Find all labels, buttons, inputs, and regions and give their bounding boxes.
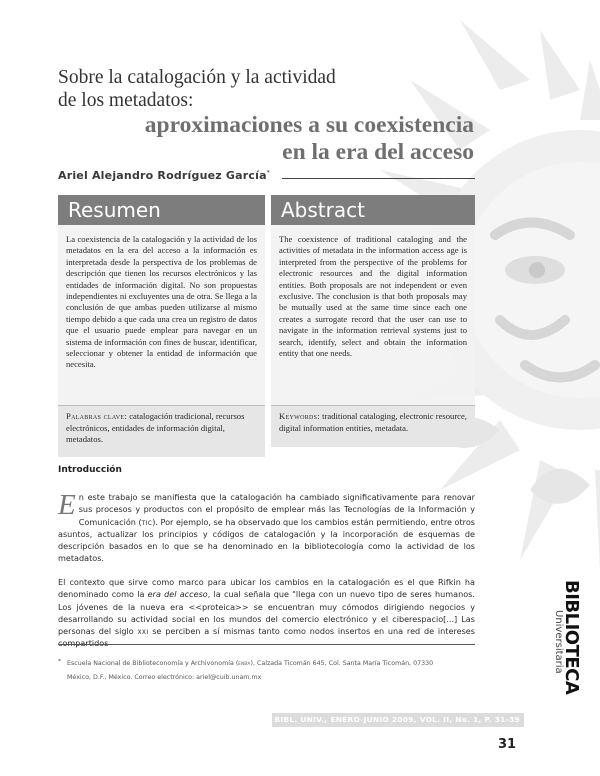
abbr-enba: enba [238, 660, 251, 667]
article-title [58, 66, 398, 112]
footnote-line-1 [58, 657, 475, 671]
abstract-keywords-label: Keywords: [279, 411, 320, 421]
subtitle-line-1: aproximaciones a su coexistencia [144, 112, 474, 138]
abstract-heading: Abstract [271, 195, 475, 225]
paragraph-2-text-b: , la cual señala que "llega con un nuevo tipo de seres humanos. Los jóvenes de la nueva era <<proteica>> se encuentran muy cómodos dirigiendo negocios y desarrollando su actividad social en los mundos del comercio electrónico y el ciberespacio[...] Las personas del siglo [58, 589, 475, 637]
footnote-line-1-b: ), Calzada Ticomán 645, Col. Santa María Ticomán, 07330 [250, 660, 434, 667]
subtitle-line-2: en la era del acceso [282, 139, 474, 165]
title-line-2: de los metadatos: [58, 90, 194, 111]
page-number: 31 [498, 737, 517, 752]
journal-logo [550, 580, 590, 770]
paragraph-2-emphasis: era del acceso [147, 589, 208, 600]
resumen-keywords-label: Palabras clave: [66, 411, 128, 421]
resumen-heading: Resumen [58, 195, 265, 225]
abstract-keywords-list: traditional cataloging, electronic resource, digital information entities, metadata. [279, 411, 467, 433]
drop-cap: E [58, 489, 76, 521]
footnote [58, 657, 475, 685]
abbr-tic: tic [141, 516, 153, 527]
paragraph-1-text-a: n este trabajo se manifiesta que la catalogación ha cambiado significativamente para renovar sus procesos y productos con el propósito de emplear más las Tecnologías de la Información y Comunicación ( [78, 492, 475, 527]
footnote-line-2: México, D.F., México. Correo electrónico: ariel@cuib.unam.mx [67, 674, 262, 681]
author-name [58, 169, 270, 182]
citation-bar: BIBL. UNIV., ENERO-JUNIO 2009, VOL. II, No. 1, P. 31-39 [272, 713, 524, 727]
author-rule [282, 178, 475, 179]
paragraph-2-text-a: El contexto que sirve como marco para ubicar los cambios en la catalogación es el que Rifkin ha denominado como la [58, 577, 475, 600]
resumen-keywords [58, 405, 265, 457]
title-line-1: Sobre la catalogación y la actividad [58, 67, 336, 88]
abstract-text: The coexistence of traditional cataloging and the activities of metadata in the information access age is interpreted from the perspective of the problems for electronic resources and the digital information entities. Both proposals are not independent or even exclusive. The conclusion is that both proposals may be mutually used at the same time since each one creates a surrogate record that the user can use to navigate in the information retrieval systems just to search, identify, select and obtain the information entity that one needs. [271, 225, 475, 409]
body-paragraph [58, 576, 475, 650]
paragraph-2-text-c: se perciben a sí mismas tanto como nodos insertos en una red de intereses [152, 626, 475, 637]
footnote-line-1-a: Escuela Nacional de Biblioteconomía y Archivonomía ( [67, 660, 239, 667]
journal-logo-main: BIBLIOTECA [561, 580, 582, 695]
section-heading-introduccion: Introducción [58, 465, 122, 475]
footnote-rule [58, 644, 475, 645]
footnote-mark: * [58, 658, 61, 665]
paragraph-1-text-b: ). Por ejemplo, se ha observado que los cambios están permitiendo, entre otros asuntos, actualizar los principios y códigos de catalogación y la incorporación de esquemas de descripción basados en lo que se ha denominado en la bibliotecología como la actividad de los metadatos. [58, 516, 475, 564]
body-paragraph [58, 491, 475, 565]
author-name-text: Ariel Alejandro Rodríguez García [58, 169, 267, 182]
author-footnote-mark: * [266, 169, 270, 177]
resumen-keywords-list: catalogación tradicional, recursos electrónicos, entidades de información digital, metadatos. [66, 411, 245, 445]
abbr-century: xxi [137, 626, 149, 637]
resumen-text: La coexistencia de la catalogación y la actividad de los metadatos en la era del acceso a la información es interpretada desde la perspectiva de los problemas de descripción que tienen los recursos electrónicos y las entidades de información digital. No son propuestas independientes ni excluyentes una de otra. Se llega a la conclusión de que ambas pueden utilizarse al mismo tiempo debido a que cada una crea un registro de datos que el usuario puede emplear para navegar en un sistema de información con fines de buscar, identificar, seleccionar y obtener la entidad de información que necesita. [58, 225, 265, 409]
abstract-keywords [271, 405, 475, 447]
journal-logo-sub: Universitaria [553, 610, 564, 674]
